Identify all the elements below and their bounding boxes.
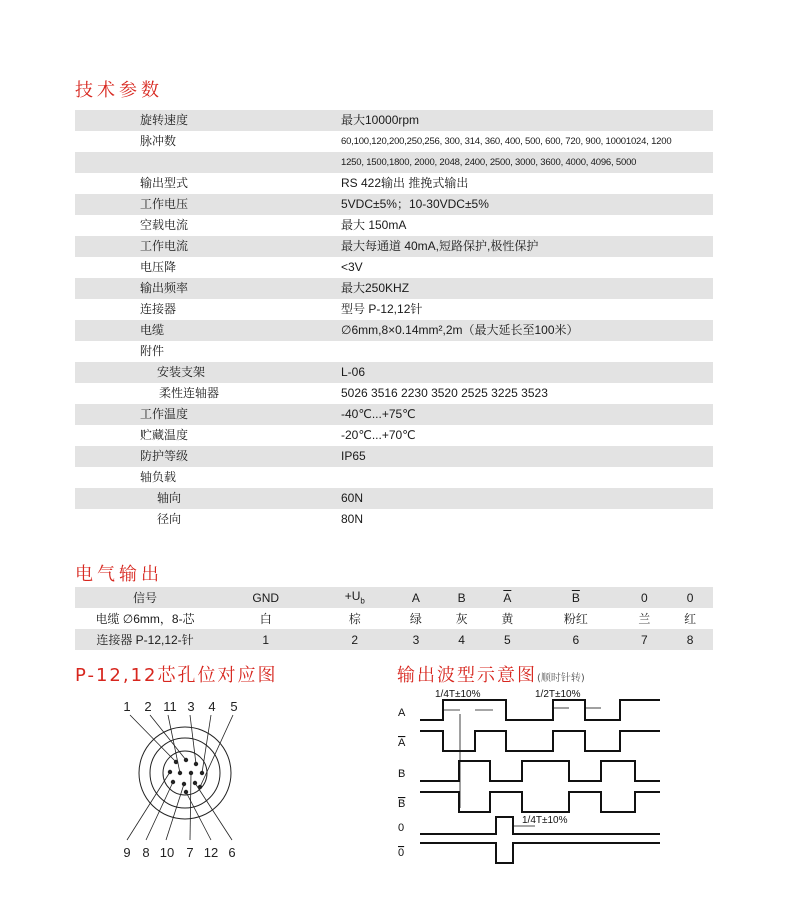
channel-label: A xyxy=(398,707,406,719)
spec-label: 输出频率 xyxy=(140,281,189,295)
pin-label: 4 xyxy=(208,699,216,714)
signal-header: 信号 xyxy=(75,587,215,608)
spec-value: IP65 xyxy=(341,449,366,463)
spec-row xyxy=(75,236,713,257)
spec-value: 60N xyxy=(341,491,364,505)
pin-label: 9 xyxy=(123,845,131,860)
spec-row xyxy=(75,404,713,425)
spec-value: -20℃...+70℃ xyxy=(341,428,416,442)
pin-cell: 1 xyxy=(215,629,316,650)
pin-cell: 8 xyxy=(667,629,713,650)
electrical-table xyxy=(75,587,713,650)
connector-row xyxy=(75,629,713,650)
spec-table xyxy=(75,110,713,530)
spec-label: 电压降 xyxy=(140,260,177,274)
spec-label: 安装支架 xyxy=(157,365,206,379)
pin-cell: 2 xyxy=(316,629,393,650)
color-cell: 粉红 xyxy=(563,612,588,626)
timing-annotation: 1/4T±10% xyxy=(522,815,568,826)
spec-label: 附件 xyxy=(140,344,165,358)
spec-value: 型号 P-12,12针 xyxy=(341,302,423,316)
channel-label: A xyxy=(398,737,406,749)
spec-row xyxy=(75,299,713,320)
wave-zero-bar xyxy=(420,843,660,863)
wave-b xyxy=(420,761,660,781)
spec-row xyxy=(75,173,713,194)
connector-pin-diagram xyxy=(110,695,260,865)
pin-label: 12 xyxy=(203,845,219,860)
spec-label: 轴向 xyxy=(157,491,182,505)
spec-row xyxy=(75,131,713,152)
pin-cell: 7 xyxy=(622,629,668,650)
spec-row xyxy=(75,467,713,488)
spec-label: 工作电压 xyxy=(140,197,189,211)
electrical-output-title: 电气输出 xyxy=(75,564,163,585)
pin-label: 6 xyxy=(228,845,236,860)
spec-value: 5VDC±5%；10-30VDC±5% xyxy=(341,197,489,211)
spec-row xyxy=(75,446,713,467)
spec-label: 连接器 xyxy=(140,302,177,316)
pin-cell: 3 xyxy=(393,629,439,650)
spec-row xyxy=(75,383,713,404)
spec-row xyxy=(75,488,713,509)
spec-value: RS 422输出 推挽式输出 xyxy=(341,176,469,190)
spec-row xyxy=(75,257,713,278)
spec-value: ∅6mm,8×0.14mm²,2m（最大延长至100米） xyxy=(341,323,579,337)
signal-cell: $\overline{A}$ xyxy=(484,587,530,608)
pin-diagram-title: P-12,12芯孔位对应图 xyxy=(75,665,278,686)
spec-label: 脉冲数 xyxy=(140,134,177,148)
spec-row xyxy=(75,194,713,215)
spec-value: -40℃...+75℃ xyxy=(341,407,416,421)
pin-cell: 6 xyxy=(530,629,621,650)
spec-label: 柔性连轴器 xyxy=(159,386,220,400)
color-cell: 白 xyxy=(259,612,272,626)
channel-label: 0 xyxy=(398,822,405,834)
color-cell: 绿 xyxy=(409,612,422,626)
spec-label: 防护等级 xyxy=(140,449,189,463)
spec-row xyxy=(75,320,713,341)
channel-label: 0 xyxy=(398,847,405,859)
spec-label: 轴负载 xyxy=(140,470,177,484)
signal-cell: B xyxy=(439,587,485,608)
color-cell: 棕 xyxy=(348,612,361,626)
cable-header: 电缆 ∅6mm，8-芯 xyxy=(95,612,195,626)
signal-cell: $+U_b$ xyxy=(316,587,393,608)
spec-label: 电缆 xyxy=(140,323,165,337)
wave-a-bar xyxy=(420,731,660,751)
spec-label: 工作电流 xyxy=(140,239,189,253)
spec-label: 径向 xyxy=(157,512,182,526)
signal-cell: 0 xyxy=(667,587,713,608)
spec-value: <3V xyxy=(341,260,363,274)
signal-cell: 0 xyxy=(622,587,668,608)
signal-row xyxy=(75,587,713,608)
waveform-diagram xyxy=(385,680,660,875)
spec-row xyxy=(75,425,713,446)
spec-row xyxy=(75,341,713,362)
pin-label: 11 xyxy=(163,699,177,714)
spec-row xyxy=(75,362,713,383)
pin-label: 2 xyxy=(144,699,152,714)
spec-value: 最大每通道 40mA,短路保护,极性保护 xyxy=(341,239,539,253)
spec-value: 最大250KHZ xyxy=(341,281,410,295)
spec-value: 最大 150mA xyxy=(341,218,407,232)
spec-label: 工作温度 xyxy=(140,407,189,421)
spec-row xyxy=(75,152,713,173)
connector-outer-ring xyxy=(139,727,231,819)
spec-row xyxy=(75,278,713,299)
pin-cell: 4 xyxy=(439,629,485,650)
cable-row xyxy=(75,608,713,629)
spec-label: 贮藏温度 xyxy=(140,428,189,442)
spec-value: 60,100,120,200,250,256, 300, 314, 360, 400, 500, 600, 720, 900, 10001024, 1200 xyxy=(341,136,672,147)
signal-cell: GND xyxy=(215,587,316,608)
pin-label: 10 xyxy=(159,845,175,860)
wave-note: (顺时针转) xyxy=(537,673,585,684)
spec-label: 空载电流 xyxy=(140,218,189,232)
timing-annotation: 1/4T±10% xyxy=(435,689,481,700)
pin-label: 8 xyxy=(142,845,150,860)
spec-value: 1250, 1500,1800, 2000, 2048, 2400, 2500, 3000, 3600, 4000, 4096, 5000 xyxy=(341,157,637,168)
wave-b-bar xyxy=(420,792,660,812)
pin-label: 1 xyxy=(123,699,131,714)
tech-params-title: 技术参数 xyxy=(75,80,163,101)
color-cell: 兰 xyxy=(638,612,651,626)
spec-value: 80N xyxy=(341,512,364,526)
spec-row xyxy=(75,110,713,131)
pin-cell: 5 xyxy=(484,629,530,650)
pin-label: 5 xyxy=(230,699,238,714)
wave-diagram-title: 输出波型示意图(顺时针转) xyxy=(397,665,585,686)
channel-label: B xyxy=(398,798,406,810)
connector-header: 连接器 P-12,12-针 xyxy=(75,629,215,650)
spec-value: 最大10000rpm xyxy=(341,113,420,127)
spec-row xyxy=(75,215,713,236)
connector-middle-ring xyxy=(150,738,220,808)
color-cell: 黄 xyxy=(501,612,514,626)
spec-label: 输出型式 xyxy=(140,176,189,190)
spec-value: L-06 xyxy=(341,365,366,379)
timing-annotation: 1/2T±10% xyxy=(535,689,581,700)
pin-label: 3 xyxy=(187,699,195,714)
signal-cell: A xyxy=(393,587,439,608)
color-cell: 灰 xyxy=(455,612,468,626)
signal-cell: $\overline{B}$ xyxy=(530,587,621,608)
pin-label: 7 xyxy=(186,845,194,860)
spec-value: 5026 3516 2230 3520 2525 3225 3523 xyxy=(341,386,548,400)
channel-label: B xyxy=(398,768,406,780)
spec-row xyxy=(75,509,713,530)
spec-label: 旋转速度 xyxy=(140,113,189,127)
color-cell: 红 xyxy=(684,612,697,626)
